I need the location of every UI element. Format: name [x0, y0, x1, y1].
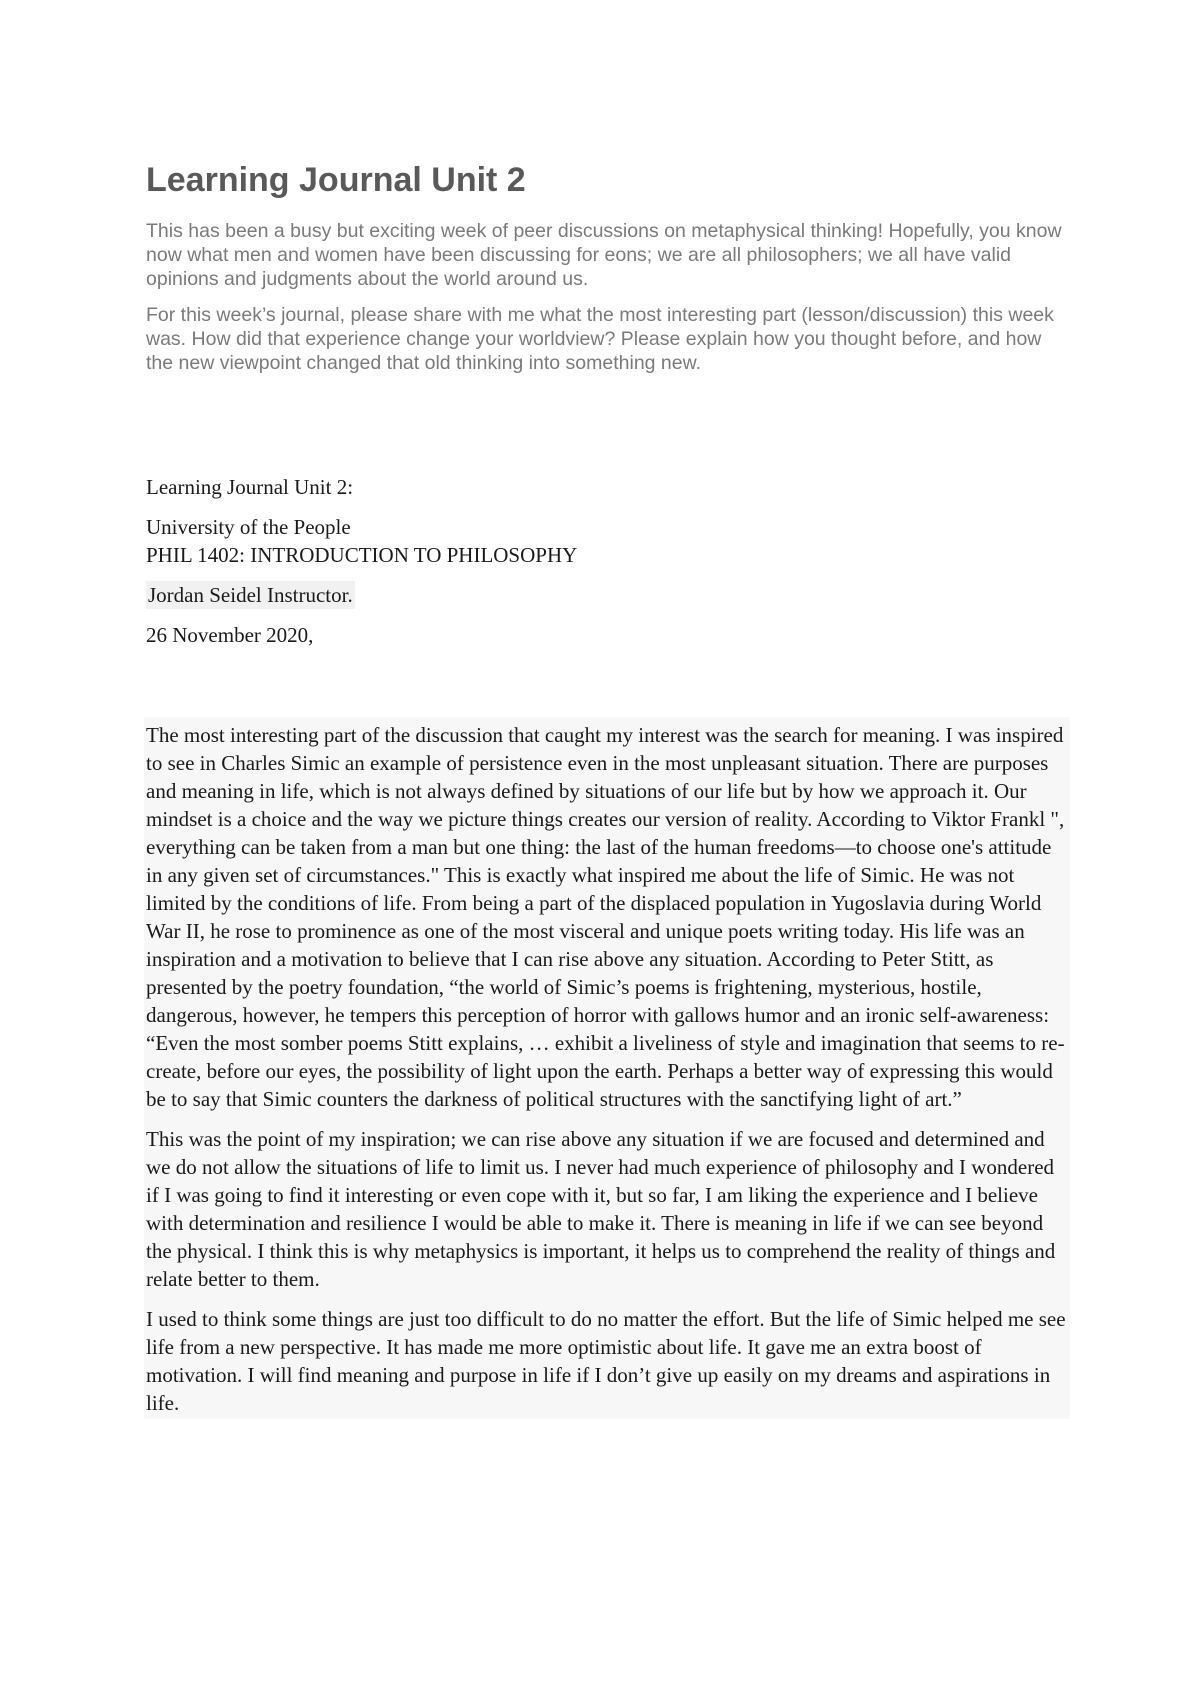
document-page	[146, 160, 1068, 1419]
assignment-title: Learning Journal Unit 2	[146, 161, 526, 199]
assignment-paragraph: This has been a busy but exciting week of peer discussions on metaphysical thinking! Hopefully, you know now what men and women have been discussing for eons; we are all philosophers; we all have valid opinions and judgments about the world around us.	[146, 219, 1062, 290]
journal-header	[146, 473, 1068, 649]
instructor-name: Jordan Seidel Instructor.	[148, 582, 353, 607]
university-name: University of the People	[146, 514, 351, 539]
assignment-paragraph: For this week’s journal, please share with me what the most interesting part (lesson/discussion) this week was. How did that experience change your worldview? Please explain how you thought before, and how the new viewpoint changed that old thinking into something new.	[146, 303, 1054, 374]
journal-response	[144, 717, 1070, 1419]
response-paragraph: This was the point of my inspiration; we can rise above any situation if we are focused and determined and we do not allow the situations of life to limit us. I never had much experience of philosophy and I wondered if I was going to find it interesting or even cope with it, but so far, I am liking the experience and I believe with determination and resilience I would be able to make it. There is meaning in life if we can see beyond the physical. I think this is why metaphysics is important, it helps us to comprehend the reality of things and relate better to them.	[146, 1126, 1056, 1291]
course-name: PHIL 1402: INTRODUCTION TO PHILOSOPHY	[146, 542, 578, 567]
response-paragraph: I used to think some things are just too difficult to do no matter the effort. But the life of Simic helped me see life from a new perspective. It has made me more optimistic about life. It gave me an extra boost of motivation. I will find meaning and purpose in life if I don’t give up easily on my dreams and aspirations in life.	[146, 1306, 1066, 1415]
journal-date: 26 November 2020,	[146, 622, 314, 647]
response-paragraph: The most interesting part of the discussion that caught my interest was the search for meaning. I was inspired to see in Charles Simic an example of persistence even in the most unpleasant situation. There are purposes and meaning in life, which is not always defined by situations of our life but by how we approach it. Our mindset is a choice and the way we picture things creates our version of reality. According to Viktor Frankl ", everything can be taken from a man but one thing: the last of the human freedoms—to choose one's attitude in any given set of circumstances." This is exactly what inspired me about the life of Simic. He was not limited by the conditions of life. From being a part of the displaced population in Yugoslavia during World War II, he rose to prominence as one of the most visceral and unique poets writing today. His life was an inspiration and a motivation to believe that I can rise above any situation. According to Peter Stitt, as presented by the poetry foundation, “the world of Simic’s poems is frightening, mysterious, hostile, dangerous, however, he tempers this perception of horror with gallows humor and an ironic self-awareness: “Even the most somber poems Stitt explains, … exhibit a liveliness of style and imagination that seems to re-create, before our eyes, the possibility of light upon the earth. Perhaps a better way of expressing this would be to say that Simic counters the darkness of political structures with the sanctifying light of art.”	[146, 722, 1065, 1111]
journal-label: Learning Journal Unit 2:	[146, 474, 354, 499]
